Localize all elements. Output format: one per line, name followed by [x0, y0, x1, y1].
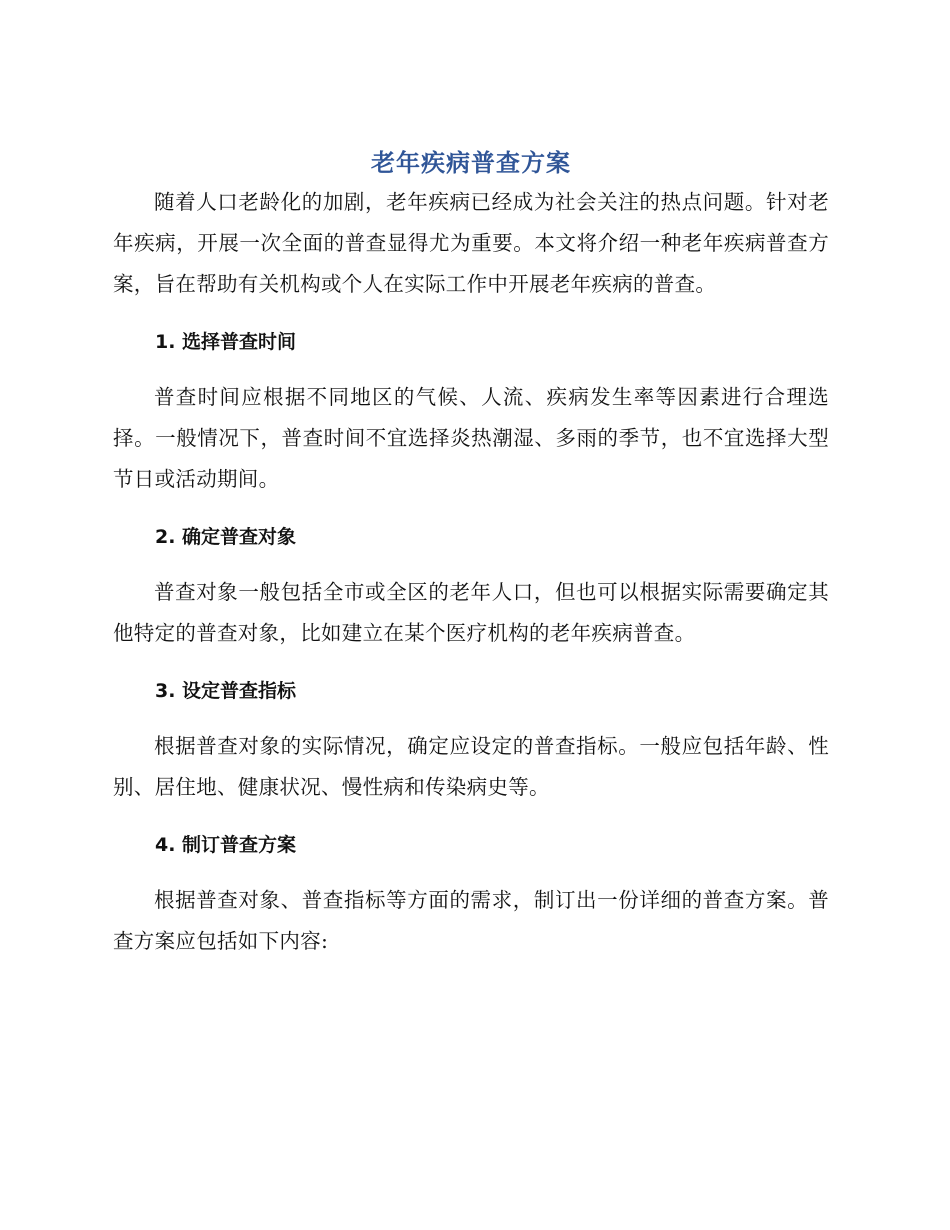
section-body-3: 根据普查对象的实际情况，确定应设定的普查指标。一般应包括年龄、性别、居住地、健康状况、慢性病和传染病史等。: [113, 734, 829, 799]
section-heading-4: 4. 制订普查方案: [155, 834, 297, 856]
document-title: 老年疾病普查方案: [371, 149, 571, 177]
intro-paragraph: 随着人口老龄化的加剧，老年疾病已经成为社会关注的热点问题。针对老年疾病，开展一次全面的普查显得尤为重要。本文将介绍一种老年疾病普查方案，旨在帮助有关机构或个人在实际工作中开展老年疾病的普查。: [113, 190, 829, 296]
document-content: [113, 146, 829, 962]
section-body-2: 普查对象一般包括全市或全区的老年人口，但也可以根据实际需要确定其他特定的普查对象，比如建立在某个医疗机构的老年疾病普查。: [113, 580, 829, 645]
section-body-4: 根据普查对象、普查指标等方面的需求，制订出一份详细的普查方案。普查方案应包括如下内容:: [113, 888, 829, 953]
section-body-1: 普查时间应根据不同地区的气候、人流、疾病发生率等因素进行合理选择。一般情况下，普查时间不宜选择炎热潮湿、多雨的季节，也不宜选择大型节日或活动期间。: [113, 385, 829, 491]
section-heading-2: 2. 确定普查对象: [155, 526, 297, 548]
section-heading-3: 3. 设定普查指标: [155, 680, 297, 702]
section-heading-1: 1. 选择普查时间: [155, 331, 297, 353]
